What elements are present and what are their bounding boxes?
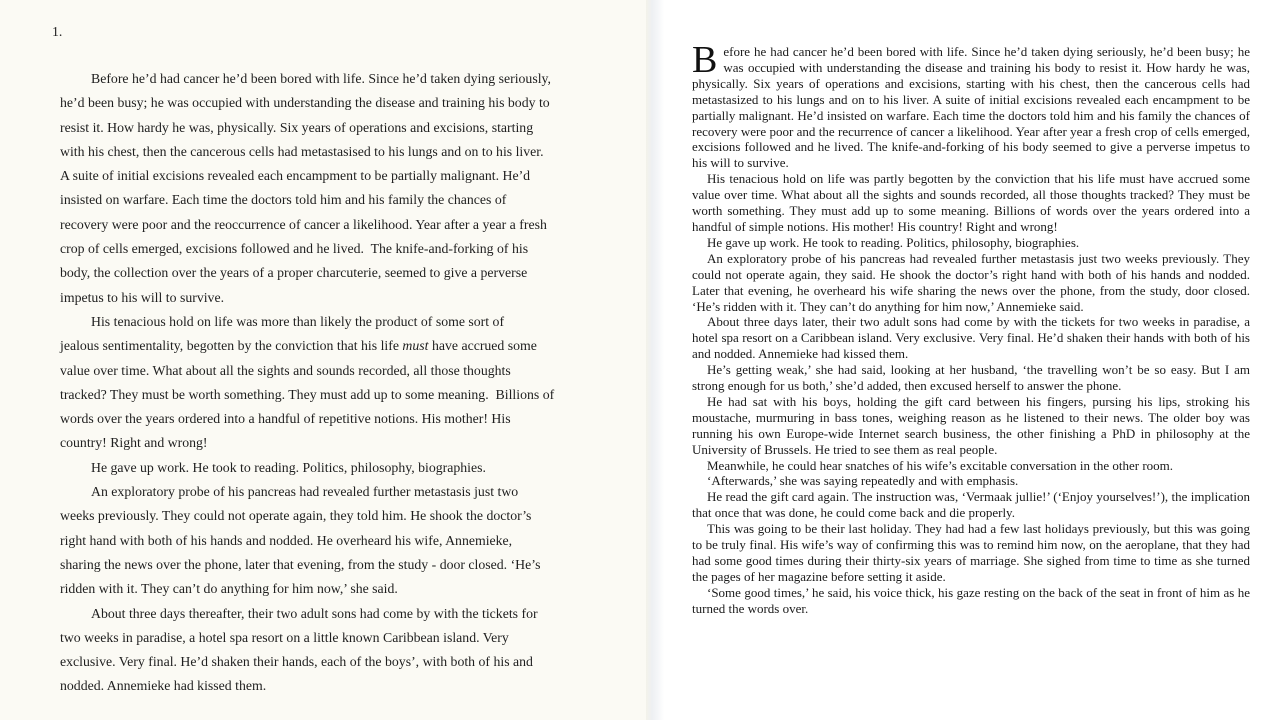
manuscript-line: crop of cells emerged, excisions followed and he lived. The knife-and-forking of his xyxy=(60,241,529,257)
left-page-text xyxy=(0,0,638,699)
manuscript-line: country! Right and wrong! xyxy=(60,435,208,451)
manuscript-line: impetus to his will to survive. xyxy=(60,289,225,305)
manuscript-line: he’d been busy; he was occupied with understanding the disease and training his body to xyxy=(60,95,550,111)
manuscript-line: recovery were poor and the reoccurrence of cancer a likelihood. Year after a year a fresh xyxy=(60,216,547,232)
italic-word: must xyxy=(402,338,429,354)
typeset-paragraph: ‘Afterwards,’ she was saying repeatedly and with emphasis. xyxy=(707,473,1019,489)
typeset-page xyxy=(664,0,1280,720)
drop-cap-letter: B xyxy=(692,39,718,81)
manuscript-line: His tenacious hold on life was more than likely the product of some sort of xyxy=(91,313,505,329)
typeset-paragraph: He gave up work. He took to reading. Politics, philosophy, biographies. xyxy=(707,234,1080,250)
manuscript-line: About three days thereafter, their two adult sons had come by with the tickets for xyxy=(91,605,538,621)
manuscript-line: ridden with it. They can’t do anything for him now,’ she said. xyxy=(60,581,398,597)
manuscript-line: weeks previously. They could not operate again, they told him. He shook the doctor’s xyxy=(60,508,532,524)
manuscript-line: words over the years ordered into a handful of repetitive notions. His mother! His xyxy=(60,411,511,427)
manuscript-line: right hand with both of his hands and nodded. He overheard his wife, Annemieke, xyxy=(60,532,513,548)
typeset-paragraph: Before he had cancer he’d been bored with life. Since he’d taken dying seriously, he’d been busy; he was occupied with understanding the disease and training his body to resist it. How hardy he was, physically. Six years of operations and excisions, starting with his chest, then the cancerous cells had metastasized to his lungs and on to his liver. A suite of initial excisions revealed each encampment to be partially malignant. He’d insisted on warfare. Each time the doctors told him and his family the chances of recovery were poor and the recurrence of cancer a likelihood. Year after year a fresh crop of cells emerged, excisions followed and he lived. The knife-and-forking of his body seemed to give a perverse impetus to his will to survive. xyxy=(692,39,1250,171)
typeset-paragraph: ‘Some good times,’ he said, his voice thick, his gaze resting on the back of the seat in front of him as he turned the words over. xyxy=(692,584,1250,616)
typeset-paragraph: He read the gift card again. The instruction was, ‘Vermaak jullie!’ (‘Enjoy yourselves!’), the implication that once that was done, he could come back and die properly. xyxy=(692,489,1250,521)
manuscript-line: Before he’d had cancer he’d been bored with life. Since he’d taken dying seriously, xyxy=(91,71,551,86)
typeset-paragraph: His tenacious hold on life was partly begotten by the conviction that his life must have accrued some value over time. What about all the sights and sounds recorded, all those thoughts tracked? They must be worth something. They must add up to some meaning. Billions of words over the years ordered into a handful of simple notions. His mother! His country! Right and wrong! xyxy=(692,171,1250,234)
manuscript-line: two weeks in paradise, a hotel spa resort on a little known Caribbean island. Very xyxy=(60,629,509,645)
manuscript-line: He gave up work. He took to reading. Politics, philosophy, biographies. xyxy=(91,459,486,475)
manuscript-line: resist it. How hardy he was, physically. Six years of operations and excisions, starting xyxy=(60,119,534,135)
typeset-paragraph: This was going to be their last holiday. They had had a few last holidays previously, but this was going to be truly final. His wife’s way of confirming this was to remind him now, on the aeroplane, that they had had some good times during their thirty-six years of marriage. She sighed from time to time as she turned the pages of her magazine before setting it aside. xyxy=(692,521,1250,584)
manuscript-line: sharing the news over the phone, later that evening, from the study - door closed. ‘He’s xyxy=(60,556,541,572)
manuscript-line: tracked? They must be worth something. They must add up to some meaning. Billions of xyxy=(60,386,555,402)
line-segment: jealous sentimentality, begotten by the conviction that his life xyxy=(60,338,403,354)
typeset-paragraph: An exploratory probe of his pancreas had revealed further metastasis just two weeks previously. They could not operate again, they said. He shook the doctor’s right hand with both of his hands and nodded. Later that evening, he overheard his wife sharing the news over the phone, from the study, door closed. ‘He’s ridden with it. They can’t do anything for him now,’ Annemieke said. xyxy=(692,250,1250,314)
manuscript-line: with his chest, then the cancerous cells had metastasised to his lungs and on to his liver. xyxy=(60,143,544,159)
right-page-text xyxy=(664,0,1280,617)
manuscript-line: An exploratory probe of his pancreas had revealed further metastasis just two xyxy=(91,484,519,500)
manuscript-line: value over time. What about all the sights and sounds recorded, all those thoughts xyxy=(60,362,511,378)
manuscript-line: insisted on warfare. Each time the doctors told him and his family the chances of xyxy=(60,192,507,208)
manuscript-line: nodded. Annemieke had kissed them. xyxy=(60,678,267,694)
typeset-paragraph: He’s getting weak,’ she had said, looking at her husband, ‘the travelling won’t be so easy. But I am strong enough for us both,’ she’d added, then excused herself to answer the phone. xyxy=(692,362,1250,394)
manuscript-line xyxy=(60,334,638,358)
manuscript-line: exclusive. Very final. He’d shaken their hands, each of the boys’, with both of his and xyxy=(60,654,533,670)
manuscript-line: A suite of initial excisions revealed each encampment to be partially malignant. He’d xyxy=(60,168,531,184)
page-number: 1. xyxy=(52,24,63,39)
typeset-paragraph: About three days later, their two adult sons had come by with the tickets for two weeks in paradise, a hotel spa resort on a Caribbean island. Very exclusive. Very final. He’d shaken their hands with both of his and nodded. Annemieke had kissed them. xyxy=(692,314,1250,362)
typeset-paragraph: He had sat with his boys, holding the gift card between his fingers, pursing his lips, stroking his moustache, murmuring in bass tones, weighing reason as he listened to their news. The older boy was running his own Europe-wide Internet search business, the other finishing a PhD in philosophy at the University of Brussels. He tried to see them as real people. xyxy=(692,393,1250,457)
typeset-paragraph: Meanwhile, he could hear snatches of his wife’s excitable conversation in the other room. xyxy=(707,457,1174,473)
line-segment: have accrued some xyxy=(428,338,537,354)
manuscript-line: body, the collection over the years of a proper charcuterie, seemed to give a perverse xyxy=(60,265,528,281)
page-gutter-divider xyxy=(646,0,664,720)
